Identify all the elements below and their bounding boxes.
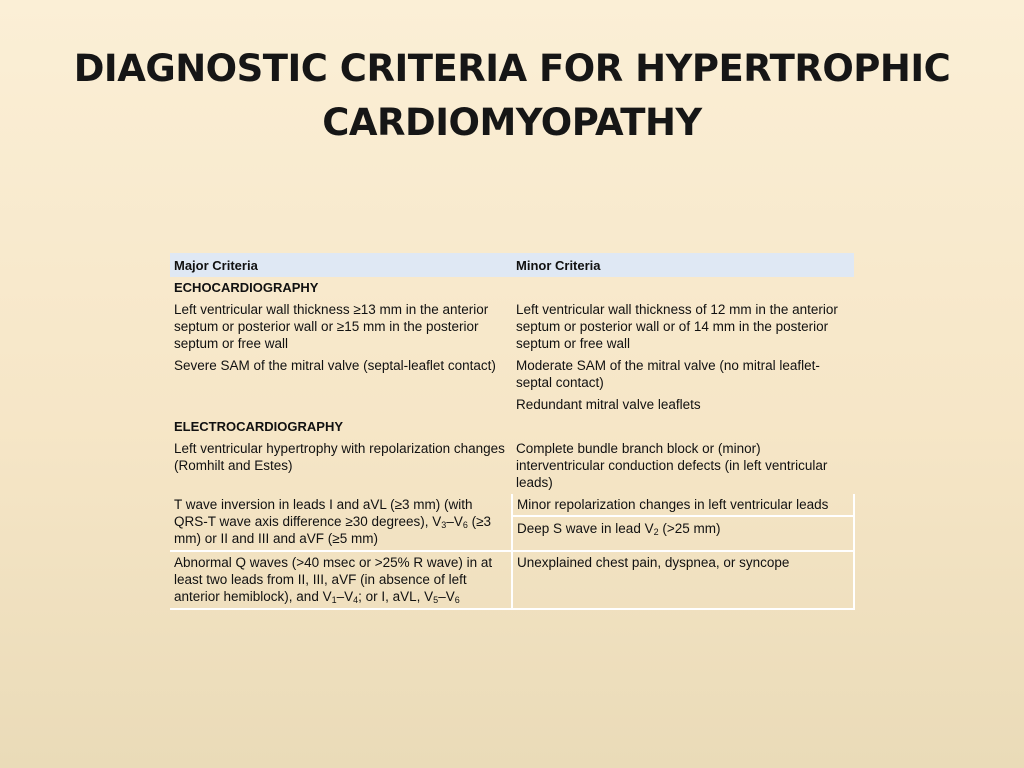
text-part: T wave inversion in leads I and aVL (≥3 mm) (with QRS-T wave axis difference ≥30 degrees), V — [174, 497, 473, 529]
minor-criterion: Complete bundle branch block or (minor) interventricular conduction defects (in left ventricular leads) — [516, 441, 828, 490]
section-label-electrocardiography: ELECTROCARDIOGRAPHY — [174, 419, 344, 434]
minor-criterion: Redundant mitral valve leaflets — [516, 397, 701, 412]
major-criteria-header: Major Criteria — [170, 253, 512, 277]
minor-criterion-line: Minor repolarization changes in left ventricular leads — [517, 497, 829, 512]
subscript: 1 — [331, 595, 337, 605]
major-criterion — [170, 551, 512, 609]
table-row — [170, 299, 854, 355]
table-row — [170, 355, 854, 394]
text-part: Deep S wave in lead V — [517, 521, 654, 536]
major-criterion: Left ventricular wall thickness ≥13 mm in the anterior septum or posterior wall or ≥15 mm in the posterior septum or free wall — [174, 302, 489, 351]
text-part: ; or I, aVL, V — [358, 589, 434, 604]
major-criterion: Left ventricular hypertrophy with repolarization changes (Romhilt and Estes) — [174, 441, 505, 473]
subscript: 4 — [353, 595, 359, 605]
criteria-table — [170, 253, 855, 610]
section-row-electrocardiography — [170, 416, 854, 438]
minor-criterion — [512, 494, 854, 551]
text-part: Abnormal Q waves (>40 msec or >25% R wave) in at least two leads from II, III, aVF (in absence of left anterior hemiblock), and V — [174, 555, 493, 604]
slide-title-line-2: CARDIOMYOPATHY — [322, 101, 702, 144]
slide-title — [0, 42, 1024, 150]
empty-cell — [170, 394, 512, 416]
minor-criteria-header: Minor Criteria — [512, 253, 854, 277]
table-row — [170, 438, 854, 494]
subscript: 2 — [653, 527, 659, 537]
minor-criterion-line — [513, 515, 853, 537]
table-row — [170, 551, 854, 609]
subscript: 5 — [433, 595, 439, 605]
minor-criterion: Moderate SAM of the mitral valve (no mitral leaflet-septal contact) — [516, 358, 820, 390]
table-row — [170, 494, 854, 551]
table-row — [170, 394, 854, 416]
minor-criterion: Left ventricular wall thickness of 12 mm in the anterior septum or posterior wall or of 14 mm in the posterior septum or free wall — [516, 302, 838, 351]
text-part: –V — [336, 589, 354, 604]
minor-criterion: Unexplained chest pain, dyspnea, or syncope — [512, 551, 854, 609]
section-row-echocardiography — [170, 277, 854, 299]
major-criterion: Severe SAM of the mitral valve (septal-leaflet contact) — [174, 358, 496, 373]
subscript: 3 — [441, 520, 447, 530]
section-label-echocardiography: ECHOCARDIOGRAPHY — [174, 280, 319, 295]
text-part: (≥3 mm) or II and III and aVF (≥5 mm) — [174, 514, 492, 546]
text-part: –V — [446, 514, 463, 529]
text-part: –V — [438, 589, 455, 604]
slide-title-line-1: DIAGNOSTIC CRITERIA FOR HYPERTROPHIC — [73, 47, 951, 90]
subscript: 6 — [462, 520, 468, 530]
text-part: (>25 mm) — [658, 521, 721, 536]
subscript: 6 — [454, 595, 460, 605]
major-criterion — [170, 494, 512, 551]
table-header-row — [170, 253, 854, 277]
